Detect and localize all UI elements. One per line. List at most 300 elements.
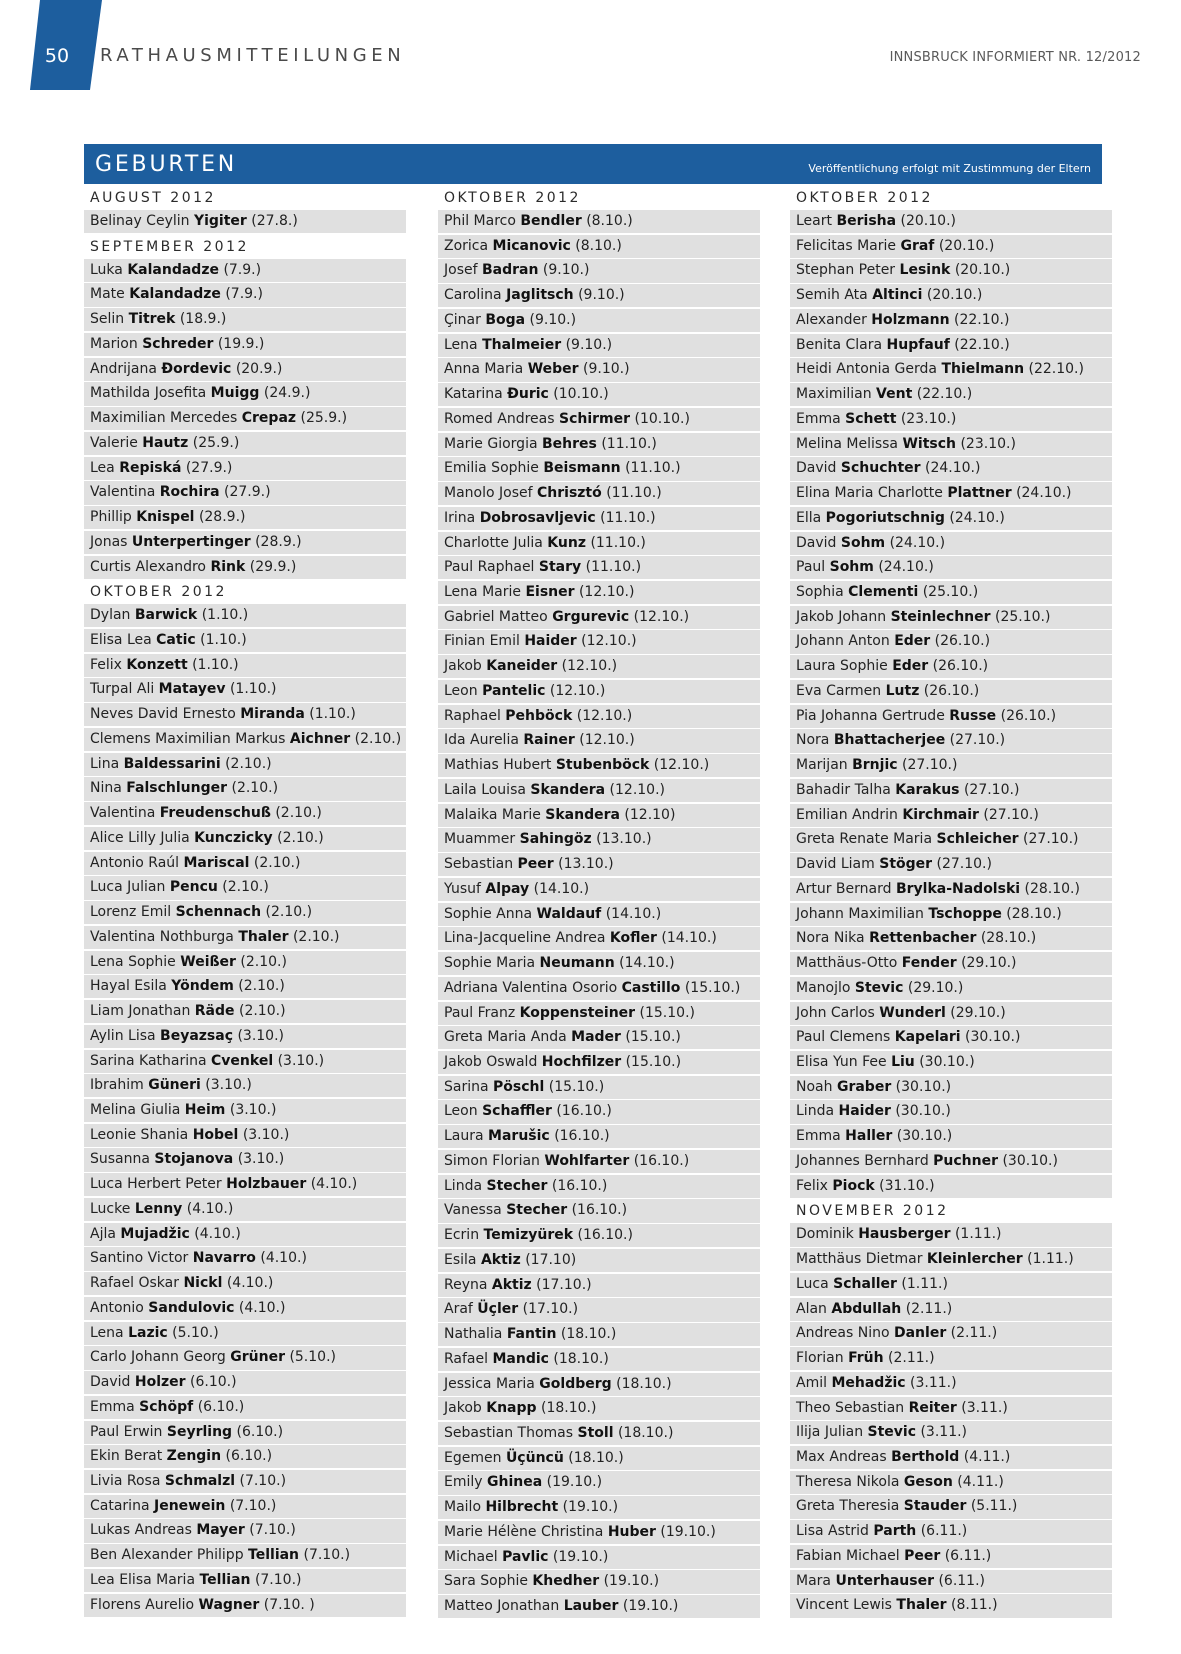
- birth-entry: [790, 1100, 1112, 1123]
- birth-entry: [438, 630, 760, 653]
- birth-date: (16.10.): [633, 1152, 690, 1169]
- birth-date: (19.10.): [660, 1523, 716, 1540]
- birth-entry: [790, 1495, 1112, 1518]
- given-names: Manolo Josef: [444, 485, 533, 502]
- birth-date: (8.11.): [951, 1597, 998, 1614]
- birth-date: (6.11.): [944, 1547, 992, 1564]
- issue-label: INNSBRUCK INFORMIERT NR. 12/2012: [889, 50, 1141, 65]
- surname: Tellian: [199, 1571, 251, 1588]
- given-names: Leon: [444, 682, 478, 699]
- given-names: Çinar: [444, 311, 481, 328]
- surname: Graf: [900, 237, 935, 254]
- surname: Grüner: [230, 1349, 285, 1366]
- birth-entry: [438, 284, 760, 307]
- birth-date: (27.10.): [902, 757, 958, 774]
- surname: Đordevic: [161, 360, 232, 377]
- surname: Wohlfarter: [544, 1152, 630, 1169]
- surname: Stary: [538, 559, 582, 576]
- birth-entry: [84, 728, 406, 751]
- birth-date: (7.9.): [225, 286, 263, 303]
- birth-date: (3.10.): [237, 1027, 284, 1044]
- birth-date: (24.10.): [925, 460, 981, 477]
- surname: Schennach: [175, 904, 262, 921]
- surname: Knispel: [136, 509, 195, 526]
- given-names: Mathias Hubert: [444, 757, 552, 774]
- given-names: Emma: [796, 410, 841, 427]
- birth-entry: [438, 532, 760, 555]
- surname: Russe: [949, 707, 997, 724]
- birth-date: (30.10.): [964, 1029, 1021, 1046]
- given-names: Leon: [444, 1103, 478, 1120]
- surname: Weißer: [180, 953, 236, 970]
- given-names: Elina Maria Charlotte: [796, 485, 943, 502]
- birth-entry: [790, 1051, 1112, 1074]
- surname: Eder: [894, 633, 931, 650]
- birth-entry: [84, 1198, 406, 1221]
- given-names: Lina: [90, 755, 120, 772]
- given-names: John Carlos: [796, 1004, 875, 1021]
- surname: Kalandadze: [127, 261, 219, 278]
- surname: Pöschl: [493, 1078, 545, 1095]
- birth-date: (18.10.): [553, 1350, 609, 1367]
- birth-entry: [84, 1148, 406, 1171]
- given-names: Sebastian Thomas: [444, 1424, 574, 1441]
- given-names: Jakob Oswald: [444, 1053, 538, 1070]
- given-names: Rafael: [444, 1350, 489, 1367]
- birth-date: (30.10.): [895, 1103, 951, 1120]
- given-names: Mailo: [444, 1499, 482, 1516]
- given-names: Romed Andreas: [444, 410, 555, 427]
- given-names: Lena Sophie: [90, 953, 176, 970]
- birth-entry: [438, 1348, 760, 1371]
- birth-date: (15.10.): [548, 1078, 605, 1095]
- surname: Micanovic: [492, 237, 571, 254]
- birth-entry: [790, 927, 1112, 950]
- surname: Skandera: [545, 806, 620, 823]
- surname: Haider: [838, 1103, 891, 1120]
- surname: Sandulovic: [148, 1299, 235, 1316]
- given-names: Florens Aurelio: [90, 1596, 195, 1613]
- surname: Üçler: [477, 1301, 519, 1318]
- given-names: Laura: [444, 1128, 484, 1145]
- surname: Schreder: [142, 335, 214, 352]
- given-names: Jakob Johann: [796, 608, 887, 625]
- given-names: Andreas Nino: [796, 1325, 890, 1342]
- given-names: Jakob: [444, 1400, 482, 1417]
- surname: Đuric: [507, 386, 549, 403]
- surname: Bhattacherjee: [833, 732, 946, 749]
- birth-entry: [790, 482, 1112, 505]
- birth-date: (19.10.): [603, 1573, 660, 1590]
- birth-entry: [438, 1422, 760, 1445]
- surname: Stöger: [879, 856, 933, 873]
- birth-date: (1.10.): [192, 656, 239, 673]
- birth-entry: [790, 853, 1112, 876]
- birth-entry: [438, 334, 760, 357]
- birth-entry: [438, 1323, 760, 1346]
- given-names: Noah: [796, 1078, 833, 1095]
- birth-date: (4.11.): [963, 1448, 1011, 1465]
- given-names: Marion: [90, 335, 138, 352]
- surname: Alpay: [485, 880, 530, 897]
- given-names: Nina: [90, 780, 122, 797]
- given-names: Laila Louisa: [444, 781, 526, 798]
- birth-entry: [790, 878, 1112, 901]
- birth-date: (3.10.): [237, 1151, 285, 1168]
- birth-date: (22.10.): [1028, 361, 1084, 378]
- birth-date: (14.10.): [605, 905, 662, 922]
- birth-entry: [84, 283, 406, 306]
- given-names: Andrijana: [90, 360, 157, 377]
- birth-date: (24.9.): [263, 385, 311, 402]
- birth-date: (18.10.): [560, 1326, 617, 1343]
- birth-entry: [790, 433, 1112, 456]
- given-names: Reyna: [444, 1276, 488, 1293]
- surname: Seyrling: [166, 1423, 233, 1440]
- given-names: Emily: [444, 1474, 483, 1491]
- surname: Steinlechner: [890, 608, 991, 625]
- surname: Weber: [527, 361, 579, 378]
- surname: Wunderl: [879, 1004, 946, 1021]
- birth-date: (12.10.): [633, 608, 690, 625]
- birth-entry: [84, 1074, 406, 1097]
- given-names: Paul Clemens: [796, 1029, 891, 1046]
- surname: Aichner: [289, 730, 351, 747]
- birth-date: (2.10.): [225, 755, 272, 772]
- birth-entry: [84, 333, 406, 356]
- given-names: Carlo Johann Georg: [90, 1349, 226, 1366]
- given-names: Eva Carmen: [796, 682, 882, 699]
- birth-entry: [84, 876, 406, 899]
- surname: Barwick: [134, 607, 198, 624]
- birth-date: (11.10.): [625, 460, 681, 477]
- birth-date: (8.10.): [586, 213, 633, 229]
- surname: Räde: [194, 1003, 235, 1020]
- surname: Yöndem: [171, 978, 234, 995]
- surname: Pencu: [169, 879, 218, 896]
- surname: Mehadžic: [831, 1374, 906, 1391]
- surname: Unterpertinger: [131, 533, 251, 550]
- given-names: Sarina: [444, 1078, 489, 1095]
- surname: Tschoppe: [928, 905, 1002, 922]
- birth-date: (26.10.): [1000, 707, 1057, 724]
- birth-entry: [790, 977, 1112, 1000]
- birth-entry: [438, 383, 760, 406]
- given-names: Stephan Peter: [796, 262, 896, 279]
- birth-entry: [790, 1372, 1112, 1395]
- birth-entry: [790, 1125, 1112, 1148]
- birth-date: (2.10.): [240, 953, 287, 970]
- surname: Piock: [832, 1177, 875, 1194]
- surname: Goldberg: [539, 1375, 612, 1392]
- birth-date: (3.11.): [961, 1399, 1008, 1416]
- surname: Jenewein: [153, 1497, 226, 1514]
- birth-entry: [438, 754, 760, 777]
- given-names: Yusuf: [444, 880, 481, 897]
- birth-date: (4.10.): [238, 1299, 286, 1316]
- birth-entry: [84, 382, 406, 405]
- surname: Navarro: [192, 1250, 256, 1267]
- surname: Plattner: [947, 485, 1012, 502]
- birth-entry: [790, 903, 1112, 926]
- birth-entry: [84, 457, 406, 480]
- surname: Lesink: [899, 262, 951, 279]
- birth-entry: [84, 1544, 406, 1567]
- given-names: Valentina Nothburga: [90, 928, 234, 945]
- birth-date: (3.11.): [910, 1374, 957, 1391]
- surname: Beyazsaç: [160, 1027, 233, 1044]
- given-names: Nora Nika: [796, 930, 865, 947]
- birth-entry: [438, 655, 760, 678]
- given-names: David Liam: [796, 856, 875, 873]
- birth-date: (23.10.): [900, 410, 957, 427]
- given-names: David: [796, 460, 837, 477]
- surname: Pogoriutschnig: [825, 509, 945, 526]
- given-names: Paul: [796, 559, 826, 576]
- birth-date: (4.10.): [310, 1176, 358, 1193]
- given-names: Irina: [444, 509, 476, 526]
- surname: Mayer: [196, 1522, 245, 1539]
- birth-date: (26.10.): [923, 682, 980, 699]
- birth-entry: [790, 952, 1112, 975]
- birth-entry: [84, 1495, 406, 1518]
- birth-entry: [84, 604, 406, 627]
- surname: Tellian: [248, 1547, 300, 1564]
- surname: Eisner: [525, 584, 575, 601]
- birth-entry: [84, 481, 406, 504]
- given-names: Muammer: [444, 831, 516, 848]
- given-names: Johann Maximilian: [796, 905, 924, 922]
- given-names: Sebastian: [444, 856, 514, 873]
- birth-entry: [438, 1076, 760, 1099]
- surname: Thielmann: [941, 361, 1025, 378]
- surname: Graber: [836, 1078, 892, 1095]
- surname: Holzbauer: [226, 1176, 307, 1193]
- given-names: Sophie Maria: [444, 955, 536, 972]
- surname: Stecher: [486, 1177, 548, 1194]
- surname: Rochira: [159, 484, 220, 501]
- birth-entry: [438, 1546, 760, 1569]
- birth-entry: [84, 531, 406, 554]
- birth-entry: [790, 1248, 1112, 1271]
- birth-entry: [84, 1519, 406, 1542]
- surname: Skandera: [530, 781, 606, 798]
- given-names: Adriana Valentina Osorio: [444, 979, 618, 996]
- given-names: Finian Emil: [444, 633, 520, 650]
- surname: Kunczicky: [194, 829, 273, 846]
- surname: Muigg: [210, 385, 260, 402]
- surname: Clementi: [848, 584, 919, 601]
- birth-date: (13.10.): [558, 856, 614, 873]
- given-names: Matthäus-Otto: [796, 955, 898, 972]
- birth-date: (20.10.): [938, 237, 995, 254]
- surname: Stevic: [867, 1424, 917, 1441]
- birth-date: (25.10.): [922, 584, 979, 601]
- month-heading: SEPTEMBER 2012: [84, 235, 406, 259]
- surname: Wagner: [198, 1596, 260, 1613]
- birth-date: (10.10.): [553, 386, 609, 403]
- given-names: Fabian Michael: [796, 1547, 900, 1564]
- birth-date: (2.10.): [265, 904, 313, 921]
- birth-entry: [438, 1125, 760, 1148]
- month-heading: NOVEMBER 2012: [790, 1199, 1112, 1223]
- given-names: Benita Clara: [796, 336, 883, 353]
- given-names: Theo Sebastian: [796, 1399, 905, 1416]
- birth-date: (12.10.): [578, 584, 635, 601]
- birth-date: (7.10.): [254, 1571, 302, 1588]
- birth-entry: [438, 828, 760, 851]
- birth-date: (14.10.): [661, 930, 717, 947]
- births-banner: [84, 144, 1102, 184]
- birth-entry: [84, 1346, 406, 1369]
- surname: Rettenbacher: [869, 930, 977, 947]
- given-names: Liam Jonathan: [90, 1003, 191, 1020]
- given-names: Semih Ata: [796, 287, 868, 304]
- surname: Witsch: [902, 435, 957, 452]
- given-names: Ibrahim: [90, 1077, 144, 1094]
- surname: Rink: [210, 558, 246, 575]
- surname: Schett: [845, 410, 897, 427]
- birth-date: (18.9.): [179, 311, 227, 328]
- birth-entry: [84, 1124, 406, 1147]
- given-names: Neves David Ernesto: [90, 706, 236, 723]
- surname: Hochfilzer: [541, 1053, 622, 1070]
- birth-entry: [438, 705, 760, 728]
- surname: Haider: [524, 633, 577, 650]
- given-names: Lucke: [90, 1200, 131, 1217]
- given-names: Belinay Ceylin: [90, 213, 190, 229]
- given-names: Paul Raphael: [444, 559, 535, 576]
- birth-date: (22.10.): [916, 386, 973, 403]
- given-names: Susanna: [90, 1151, 150, 1168]
- surname: Koppensteiner: [519, 1004, 636, 1021]
- birth-date: (11.10.): [606, 485, 662, 502]
- birth-date: (28.9.): [198, 509, 246, 526]
- birth-date: (25.10.): [995, 608, 1051, 625]
- birth-entry: [790, 1002, 1112, 1025]
- given-names: Esila: [444, 1251, 477, 1268]
- given-names: Pia Johanna Gertrude: [796, 707, 945, 724]
- birth-entry: [790, 1570, 1112, 1593]
- births-column-1: [84, 186, 406, 1618]
- birth-date: (28.9.): [255, 533, 302, 550]
- given-names: Raphael: [444, 707, 501, 724]
- birth-date: (6.10.): [190, 1374, 237, 1391]
- surname: Kleinlercher: [926, 1251, 1023, 1268]
- surname: Marušic: [488, 1128, 550, 1145]
- given-names: Matteo Jonathan: [444, 1598, 560, 1615]
- birth-entry: [790, 729, 1112, 752]
- given-names: Artur Bernard: [796, 880, 892, 897]
- birth-entry: [438, 507, 760, 530]
- birth-entry: [438, 1496, 760, 1519]
- surname: Üçüncü: [505, 1449, 564, 1466]
- given-names: Lea: [90, 459, 115, 476]
- given-names: Heidi Antonia Gerda: [796, 361, 937, 378]
- birth-entry: [84, 1396, 406, 1419]
- given-names: Malaika Marie: [444, 806, 541, 823]
- given-names: Phil Marco: [444, 213, 516, 229]
- given-names: Greta Theresia: [796, 1498, 900, 1515]
- birth-entry: [438, 482, 760, 505]
- section-title: RATHAUSMITTEILUNGEN: [100, 45, 406, 66]
- surname: Kaneider: [486, 658, 558, 675]
- surname: Stevic: [854, 979, 904, 996]
- given-names: Emilian Andrin: [796, 806, 898, 823]
- surname: Thaler: [896, 1597, 947, 1614]
- given-names: Maximilian: [796, 386, 872, 403]
- given-names: Manojlo: [796, 979, 851, 996]
- surname: Thalmeier: [482, 336, 562, 353]
- surname: Güneri: [148, 1077, 201, 1094]
- surname: Liu: [891, 1053, 915, 1070]
- given-names: Selin: [90, 311, 125, 328]
- surname: Repiská: [119, 459, 182, 476]
- birth-date: (2.10.): [231, 780, 279, 797]
- birth-entry: [438, 408, 760, 431]
- birth-entry: [438, 977, 760, 1000]
- surname: Parth: [873, 1523, 917, 1540]
- birth-entry: [790, 606, 1112, 629]
- given-names: Luca Herbert Peter: [90, 1176, 222, 1193]
- surname: Nickl: [183, 1275, 223, 1292]
- birth-entry: [84, 1594, 406, 1617]
- surname: Stauder: [903, 1498, 967, 1515]
- birth-date: (15.10.): [625, 1053, 682, 1070]
- birth-entry: [84, 777, 406, 800]
- given-names: Dominik: [796, 1226, 854, 1243]
- birth-entry: [790, 210, 1112, 233]
- given-names: Charlotte Julia: [444, 534, 543, 551]
- birth-entry: [790, 655, 1112, 678]
- given-names: Marijan: [796, 757, 848, 774]
- surname: Lenny: [134, 1200, 183, 1217]
- birth-date: (11.10.): [601, 435, 657, 452]
- birth-date: (4.10.): [260, 1250, 307, 1267]
- surname: Kirchmair: [902, 806, 979, 823]
- birth-date: (20.10.): [926, 287, 983, 304]
- surname: Schmalzl: [164, 1472, 236, 1489]
- surname: Reiter: [908, 1399, 957, 1416]
- surname: Lutz: [885, 682, 920, 699]
- given-names: Lena: [444, 336, 478, 353]
- given-names: Sophie Anna: [444, 905, 533, 922]
- birth-date: (15.10.): [684, 979, 741, 996]
- surname: Knapp: [486, 1400, 537, 1417]
- birth-entry: [84, 1569, 406, 1592]
- birth-entry: [790, 804, 1112, 827]
- birth-entry: [438, 1298, 760, 1321]
- birth-date: (6.10.): [197, 1398, 245, 1415]
- surname: Eder: [892, 658, 929, 675]
- surname: Neumann: [539, 955, 615, 972]
- given-names: Paul Franz: [444, 1004, 516, 1021]
- birth-date: (27.8.): [251, 213, 298, 229]
- birth-date: (15.10.): [639, 1004, 695, 1021]
- surname: Stecher: [506, 1202, 568, 1219]
- birth-entry: [438, 1249, 760, 1272]
- birth-date: (27.9.): [224, 484, 271, 501]
- given-names: Turpal Ali: [90, 681, 155, 698]
- birth-date: (12.10.): [581, 633, 637, 650]
- birth-entry: [438, 358, 760, 381]
- given-names: Melina Giulia: [90, 1101, 181, 1118]
- birth-date: (27.10.): [949, 732, 1006, 749]
- birth-date: (18.10.): [617, 1424, 674, 1441]
- given-names: Felix: [90, 656, 122, 673]
- given-names: Antonio: [90, 1299, 144, 1316]
- birth-entry: [84, 407, 406, 430]
